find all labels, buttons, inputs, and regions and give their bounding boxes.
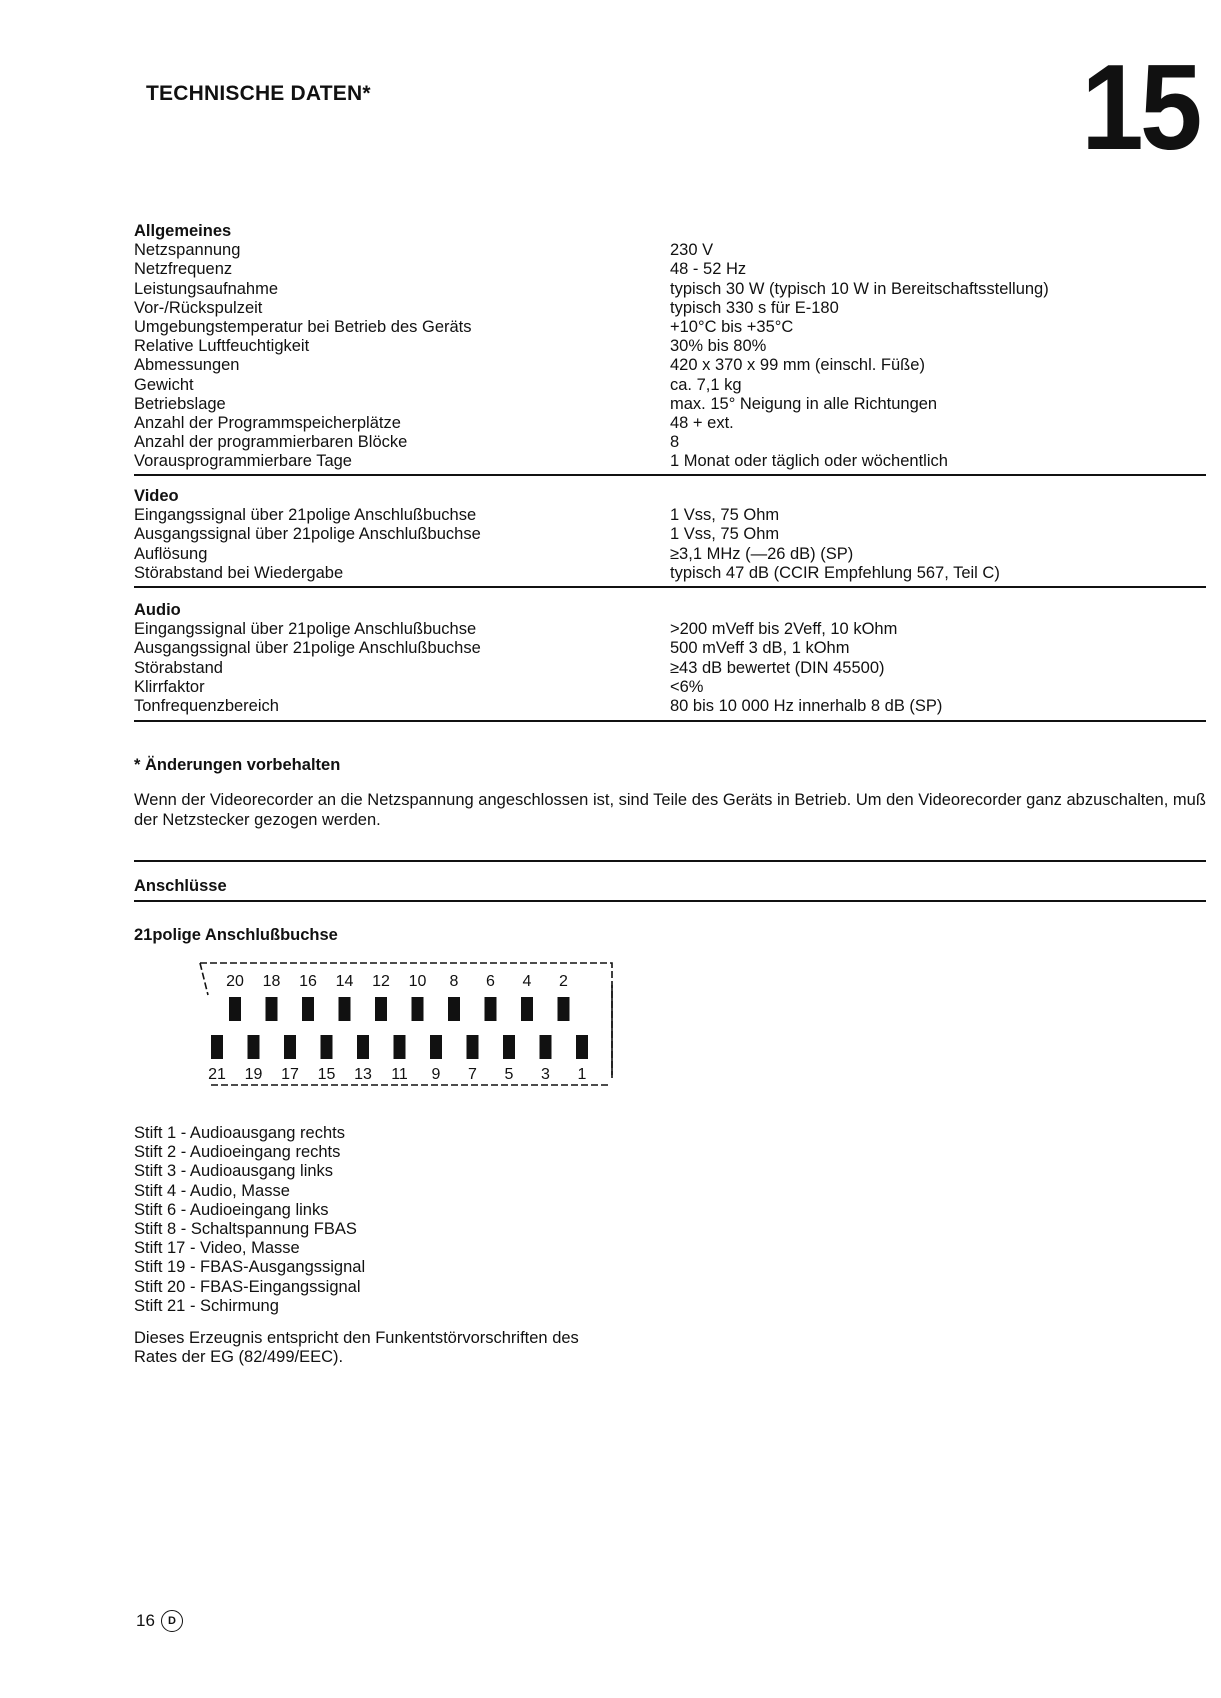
pin-number-label: 11 xyxy=(391,1066,408,1083)
spec-label: Klirrfaktor xyxy=(134,677,205,696)
spec-label: Anzahl der programmierbaren Blöcke xyxy=(134,433,408,452)
pin-contact xyxy=(521,997,533,1021)
spec-value: 80 bis 10 000 Hz innerhalb 8 dB (SP) xyxy=(670,696,943,715)
spec-row xyxy=(134,545,1206,564)
spec-label: Vor-/Rückspulzeit xyxy=(134,298,263,317)
section-heading: Video xyxy=(134,487,179,505)
spec-row xyxy=(134,299,1206,318)
pin-contact xyxy=(266,997,278,1021)
pin-number-label: 1 xyxy=(577,1066,587,1083)
pin-contact xyxy=(248,1035,260,1059)
spec-row xyxy=(134,639,1206,658)
pin-number-label: 20 xyxy=(226,973,244,990)
pin-contact xyxy=(302,997,314,1021)
spec-row xyxy=(134,659,1206,678)
pin-number-label: 9 xyxy=(431,1066,441,1083)
spec-label: Tonfrequenzbereich xyxy=(134,696,279,715)
spec-label: Relative Luftfeuchtigkeit xyxy=(134,337,310,356)
scart-connector-diagram xyxy=(196,955,616,1095)
spec-row xyxy=(134,356,1206,375)
spec-value: 8 xyxy=(670,433,680,452)
pin-number-label: 10 xyxy=(408,973,427,990)
list-item: Stift 4 - Audio, Masse xyxy=(134,1181,290,1200)
spec-section-general xyxy=(134,222,1206,471)
spec-label: Betriebslage xyxy=(134,394,226,413)
pin-number-label: 15 xyxy=(317,1066,336,1083)
spec-value: <6% xyxy=(670,677,704,696)
section-heading: Allgemeines xyxy=(134,222,232,240)
pin-assignment-list xyxy=(134,1124,365,1316)
connector-pins xyxy=(208,973,588,1083)
pin-contact xyxy=(576,1035,588,1059)
list-item: Stift 20 - FBAS-Eingangssignal xyxy=(134,1277,361,1296)
spec-row xyxy=(134,241,1206,260)
chapter-number: 15 xyxy=(1081,39,1199,175)
spec-row xyxy=(134,395,1206,414)
spec-value: 420 x 370 x 99 mm (einschl. Füße) xyxy=(670,356,925,375)
spec-label: Netzfrequenz xyxy=(134,260,233,279)
pin-number-label: 2 xyxy=(559,973,568,990)
spec-value: 1 Vss, 75 Ohm xyxy=(670,506,780,525)
list-item: Stift 21 - Schirmung xyxy=(134,1296,279,1315)
spec-row xyxy=(134,318,1206,337)
pin-contact xyxy=(394,1035,406,1059)
pin-contact xyxy=(412,997,424,1021)
pin-contact xyxy=(321,1035,333,1059)
spec-section-video xyxy=(134,487,1206,583)
spec-value: typisch 47 dB (CCIR Empfehlung 567, Teil C) xyxy=(670,563,1000,582)
pin-number-label: 4 xyxy=(522,973,532,990)
spec-row xyxy=(134,564,1206,583)
power-notice: Wenn der Videorecorder an die Netzspannung angeschlossen ist, sind Teile des Geräts in Betrieb. Um den Videorecorder ganz abzuschalten, muß der Netzstecker gezogen werden. xyxy=(134,791,1206,829)
page-footer xyxy=(136,1610,183,1632)
spec-row xyxy=(134,433,1206,452)
pin-number-label: 7 xyxy=(468,1066,477,1083)
compliance-line-1: Dieses Erzeugnis entspricht den Funkentstörvorschriften des xyxy=(134,1329,579,1347)
spec-label: Gewicht xyxy=(134,375,194,394)
pin-contact xyxy=(485,997,497,1021)
list-item: Stift 2 - Audioeingang rechts xyxy=(134,1143,341,1162)
spec-label: Umgebungstemperatur bei Betrieb des Geräts xyxy=(134,317,472,336)
list-item: Stift 19 - FBAS-Ausgangssignal xyxy=(134,1258,366,1277)
language-badge-icon xyxy=(161,1610,183,1632)
spec-label: Ausgangssignal über 21polige Anschlußbuchse xyxy=(134,639,481,658)
spec-value: >200 mVeff bis 2Veff, 10 kOhm xyxy=(670,620,898,639)
pin-number-label: 16 xyxy=(299,973,317,990)
pin-contact xyxy=(430,1035,442,1059)
spec-value: 48 + ext. xyxy=(670,413,734,432)
changes-note: * Änderungen vorbehalten xyxy=(134,756,341,774)
spec-row xyxy=(134,337,1206,356)
compliance-line-2: Rates der EG (82/499/EEC). xyxy=(134,1348,344,1366)
spec-row xyxy=(134,414,1206,433)
pin-contact xyxy=(558,997,570,1021)
pin-contact xyxy=(503,1035,515,1059)
pin-contact xyxy=(540,1035,552,1059)
pin-contact xyxy=(467,1035,479,1059)
spec-label: Vorausprogrammierbare Tage xyxy=(134,452,352,471)
pin-contact xyxy=(375,997,387,1021)
pin-contact xyxy=(357,1035,369,1059)
spec-row xyxy=(134,280,1206,299)
spec-value: 1 Vss, 75 Ohm xyxy=(670,525,780,544)
spec-value: 48 - 52 Hz xyxy=(670,260,747,279)
pin-contact xyxy=(448,997,460,1021)
pin-contact xyxy=(339,997,351,1021)
pin-number-label: 19 xyxy=(244,1066,263,1083)
pin-number-label: 14 xyxy=(335,973,354,990)
spec-label: Ausgangssignal über 21polige Anschlußbuchse xyxy=(134,525,481,544)
spec-value: ≥3,1 MHz (—26 dB) (SP) xyxy=(670,544,854,563)
page-number: 16 xyxy=(136,1611,155,1630)
pin-contact xyxy=(284,1035,296,1059)
spec-label: Abmessungen xyxy=(134,356,240,375)
pin-number-label: 17 xyxy=(281,1066,299,1083)
spec-row xyxy=(134,697,1206,716)
page-title: TECHNISCHE DATEN* xyxy=(146,82,371,105)
pin-number-label: 3 xyxy=(541,1066,550,1083)
section-heading: Audio xyxy=(134,601,181,619)
spec-value: typisch 30 W (typisch 10 W in Bereitschaftsstellung) xyxy=(670,279,1049,298)
connections-heading: Anschlüsse xyxy=(134,877,227,895)
spec-value: 30% bis 80% xyxy=(670,337,767,356)
spec-label: Störabstand xyxy=(134,658,223,677)
pin-number-label: 18 xyxy=(262,973,281,990)
spec-label: Eingangssignal über 21polige Anschlußbuchse xyxy=(134,506,477,525)
socket-heading: 21polige Anschlußbuchse xyxy=(134,926,338,944)
spec-value: ≥43 dB bewertet (DIN 45500) xyxy=(670,658,885,677)
language-badge-letter: D xyxy=(167,1615,176,1627)
spec-label: Störabstand bei Wiedergabe xyxy=(134,563,344,582)
spec-label: Eingangssignal über 21polige Anschlußbuchse xyxy=(134,620,477,639)
spec-label: Auflösung xyxy=(134,544,208,563)
spec-value: 230 V xyxy=(670,241,714,260)
section-divider xyxy=(134,586,1206,588)
pin-number-label: 13 xyxy=(354,1066,372,1083)
pin-contact xyxy=(211,1035,223,1059)
pin-number-label: 21 xyxy=(208,1066,226,1083)
spec-row xyxy=(134,506,1206,525)
list-item: Stift 8 - Schaltspannung FBAS xyxy=(134,1220,357,1239)
spec-label: Leistungsaufnahme xyxy=(134,279,279,298)
section-divider xyxy=(134,860,1206,862)
spec-row xyxy=(134,376,1206,395)
spec-value: 500 mVeff 3 dB, 1 kOhm xyxy=(670,639,850,658)
list-item: Stift 6 - Audioeingang links xyxy=(134,1200,329,1219)
spec-label: Netzspannung xyxy=(134,241,241,260)
section-divider xyxy=(134,720,1206,722)
spec-row xyxy=(134,260,1206,279)
pin-number-label: 12 xyxy=(372,973,390,990)
spec-row xyxy=(134,620,1206,639)
list-item: Stift 3 - Audioausgang links xyxy=(134,1162,334,1181)
spec-row xyxy=(134,452,1206,471)
spec-value: +10°C bis +35°C xyxy=(670,317,794,336)
spec-row xyxy=(134,525,1206,544)
spec-row xyxy=(134,678,1206,697)
spec-label: Anzahl der Programmspeicherplätze xyxy=(134,413,401,432)
pin-number-label: 6 xyxy=(486,973,495,990)
pin-contact xyxy=(229,997,241,1021)
spec-value: max. 15° Neigung in alle Richtungen xyxy=(670,394,938,413)
list-item: Stift 17 - Video, Masse xyxy=(134,1239,300,1258)
spec-value: 1 Monat oder täglich oder wöchentlich xyxy=(670,452,948,471)
pin-number-label: 8 xyxy=(449,973,459,990)
spec-value: ca. 7,1 kg xyxy=(670,375,742,394)
spec-section-audio xyxy=(134,601,1206,716)
section-divider xyxy=(134,474,1206,476)
section-divider xyxy=(134,900,1206,902)
list-item: Stift 1 - Audioausgang rechts xyxy=(134,1124,345,1142)
pin-number-label: 5 xyxy=(504,1066,514,1083)
spec-value: typisch 330 s für E-180 xyxy=(670,298,839,317)
